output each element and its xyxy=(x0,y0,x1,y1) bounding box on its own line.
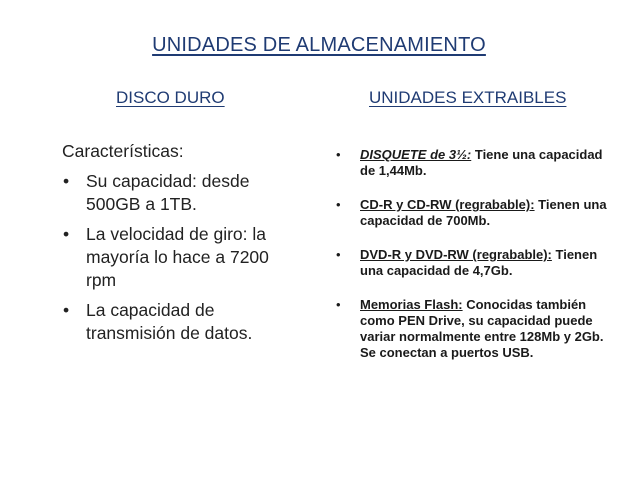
bullet-icon: • xyxy=(336,297,341,312)
list-item xyxy=(334,197,614,229)
unidades-extraibles-column xyxy=(334,147,614,379)
disquete-term: DISQUETE de 3½: xyxy=(360,147,472,162)
list-item xyxy=(62,170,302,216)
list-item-text: La capacidad de transmisión de datos. xyxy=(86,300,253,343)
bullet-icon: • xyxy=(63,224,70,244)
caracteristicas-label: Características: xyxy=(62,141,184,161)
bullet-icon: • xyxy=(336,197,341,212)
unidades-extraibles-heading: UNIDADES EXTRAIBLES xyxy=(369,88,567,107)
list-item xyxy=(334,297,614,361)
list-item-text: La velocidad de giro: la mayoría lo hace a 7200 rpm xyxy=(86,224,269,290)
list-item xyxy=(62,299,302,345)
dvd-term: DVD-R y DVD-RW (regrabable): xyxy=(360,247,552,262)
bullet-icon: • xyxy=(336,247,341,262)
disco-duro-list xyxy=(62,170,302,345)
flash-term: Memorias Flash: xyxy=(360,297,463,312)
bullet-icon: • xyxy=(63,300,70,320)
disco-duro-heading: DISCO DURO xyxy=(116,88,225,107)
bullet-icon: • xyxy=(336,147,341,162)
slide-title: UNIDADES DE ALMACENAMIENTO xyxy=(152,34,486,56)
flash-text: Conocidas también como PEN Drive, su capacidad puede variar normalmente entre 128Mb y 2Gb. Se conectan a puertos USB. xyxy=(360,297,604,360)
dvd-text: Tienen una capacidad de 4,7Gb. xyxy=(360,247,598,278)
list-item xyxy=(62,223,302,292)
unidades-extraibles-list xyxy=(334,147,614,361)
list-item-text: Su capacidad: desde 500GB a 1TB. xyxy=(86,171,250,214)
disco-duro-column xyxy=(62,140,302,352)
cd-text: Tienen una capacidad de 700Mb. xyxy=(360,197,607,228)
cd-term: CD-R y CD-RW (regrabable): xyxy=(360,197,535,212)
disquete-text: Tiene una capacidad de 1,44Mb. xyxy=(360,147,603,178)
list-item xyxy=(334,247,614,279)
bullet-icon: • xyxy=(63,171,70,191)
list-item xyxy=(334,147,614,179)
